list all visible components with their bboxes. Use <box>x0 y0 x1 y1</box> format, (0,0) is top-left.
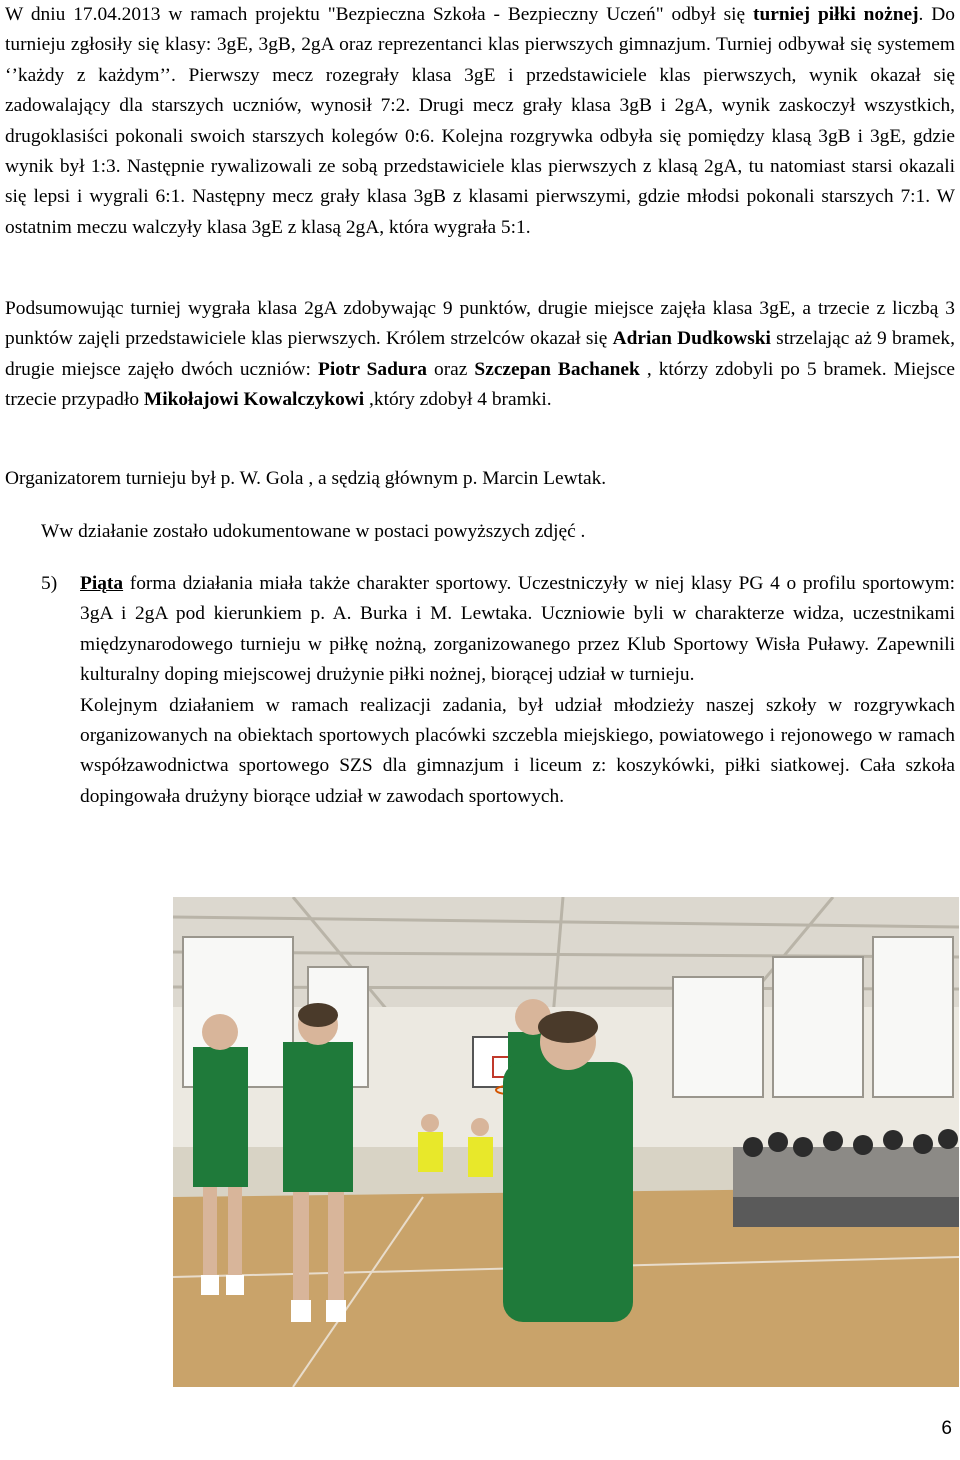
player-name: Szczepan Bachanek <box>474 358 640 380</box>
player-name: Mikołajowi Kowalczykowi <box>143 389 365 411</box>
list-item-body <box>80 569 955 812</box>
page-number: 6 <box>941 1418 952 1439</box>
paragraph-tournament-report <box>5 0 955 243</box>
paragraph-organizers: Organizatorem turnieju był p. W. Gola , a sędzią głównym p. Marcin Lewtak. <box>5 468 607 489</box>
paragraph-text: oraz <box>427 358 475 380</box>
bold-phrase: turniej piłki nożnej <box>753 4 919 25</box>
list-number: 5) <box>41 573 58 594</box>
paragraph-documentation: Ww działanie zostało udokumentowane w postaci powyższych zdjęć . <box>41 521 586 542</box>
bold-underlined-word: Piąta <box>80 573 124 594</box>
list-item-text <box>80 569 955 691</box>
player-name: Piotr Sadura <box>317 358 427 380</box>
basketball-game-photo <box>173 897 959 1387</box>
paragraph-text: ,który zdobył 4 bramki. <box>364 389 552 411</box>
paragraph-text: strzelając aż 9 bramek, drugie miejsce zajęło dwóch uczniów: <box>5 328 955 380</box>
paragraph-text: W dniu 17.04.2013 w ramach projektu "Bezpieczna Szkoła - Bezpieczny Uczeń" odbył się <box>5 4 754 25</box>
paragraph-text: forma działania miała także charakter sportowy. Uczestniczyły w niej klasy PG 4 o profilu sportowym: 3gA i 2gA pod kierunkiem p. A. Burka i M. Lewtaka. Uczniowie byli w charakterze widza, uczestnikami międzynarodowego turnieju w piłkę nożną, zorganizowanego przez Klub Sportowy Wisła Puławy. Zapewnili kulturalny doping miejscowej drużynie piłki nożnej, biorącej udział w turnieju. <box>80 573 955 686</box>
list-item-text: Kolejnym działaniem w ramach realizacji zadania, był udział młodzieży naszej szkoły w rozgrywkach organizowanych na obiektach sportowych placówki szczebla miejskiego, powiatowego i rejonowego w ramach współzawodnictwa sportowego SZS dla gimnazjum i liceum z: koszykówki, piłki siatkowej. Cała szkoła dopingowała drużyny biorące udział w zawodach sportowych. <box>80 694 955 807</box>
paragraph-summary <box>5 294 955 416</box>
paragraph-text: Podsumowując turniej wygrała klasa 2gA zdobywając 9 punktów, drugie miejsce zajęła klasa 3gE, a trzecie z liczbą 3 punktów zajęli przedstawiciele klas pierwszych. Królem strzelców okazał się <box>5 298 955 350</box>
player-name: Adrian Dudkowski <box>612 328 771 350</box>
paragraph-text: . Do turnieju zgłosiły się klasy: 3gE, 3gB, 2gA oraz reprezentanci klas pierwszych gimnazjum. Turniej odbywał się systemem ‘’każdy z każdym’’. Pierwszy mecz rozegrały klasa 3gE i przedstawiciele klas pierwszych, wynik okazał się zadowalający dla starszych uczniów, wynosił 7:2. Drugi mecz grały klasa 3gB i 2gA, wynik zaskoczył wszystkich, drugoklasiści pokonali swoich starszych kolegów 0:6. Kolejna rozgrywka odbyła się pomiędzy klasą 3gB i 3gE, gdzie wynik był 1:3. Następnie rywalizowali ze sobą przedstawiciele klas pierwszych z klasą 2gA, tu natomiast starsi okazali się lepsi i wygrali 6:1. Następny mecz grały klasa 3gB z klasami pierwszymi, gdzie młodsi pokonali starszych 7:1. W ostatnim meczu walczyły klasa 3gE z klasą 2gA, która wygrała 5:1. <box>5 4 955 238</box>
paragraph-text: , którzy zdobyli po 5 bramek. Miejsce trzecie przypadło <box>5 358 956 411</box>
